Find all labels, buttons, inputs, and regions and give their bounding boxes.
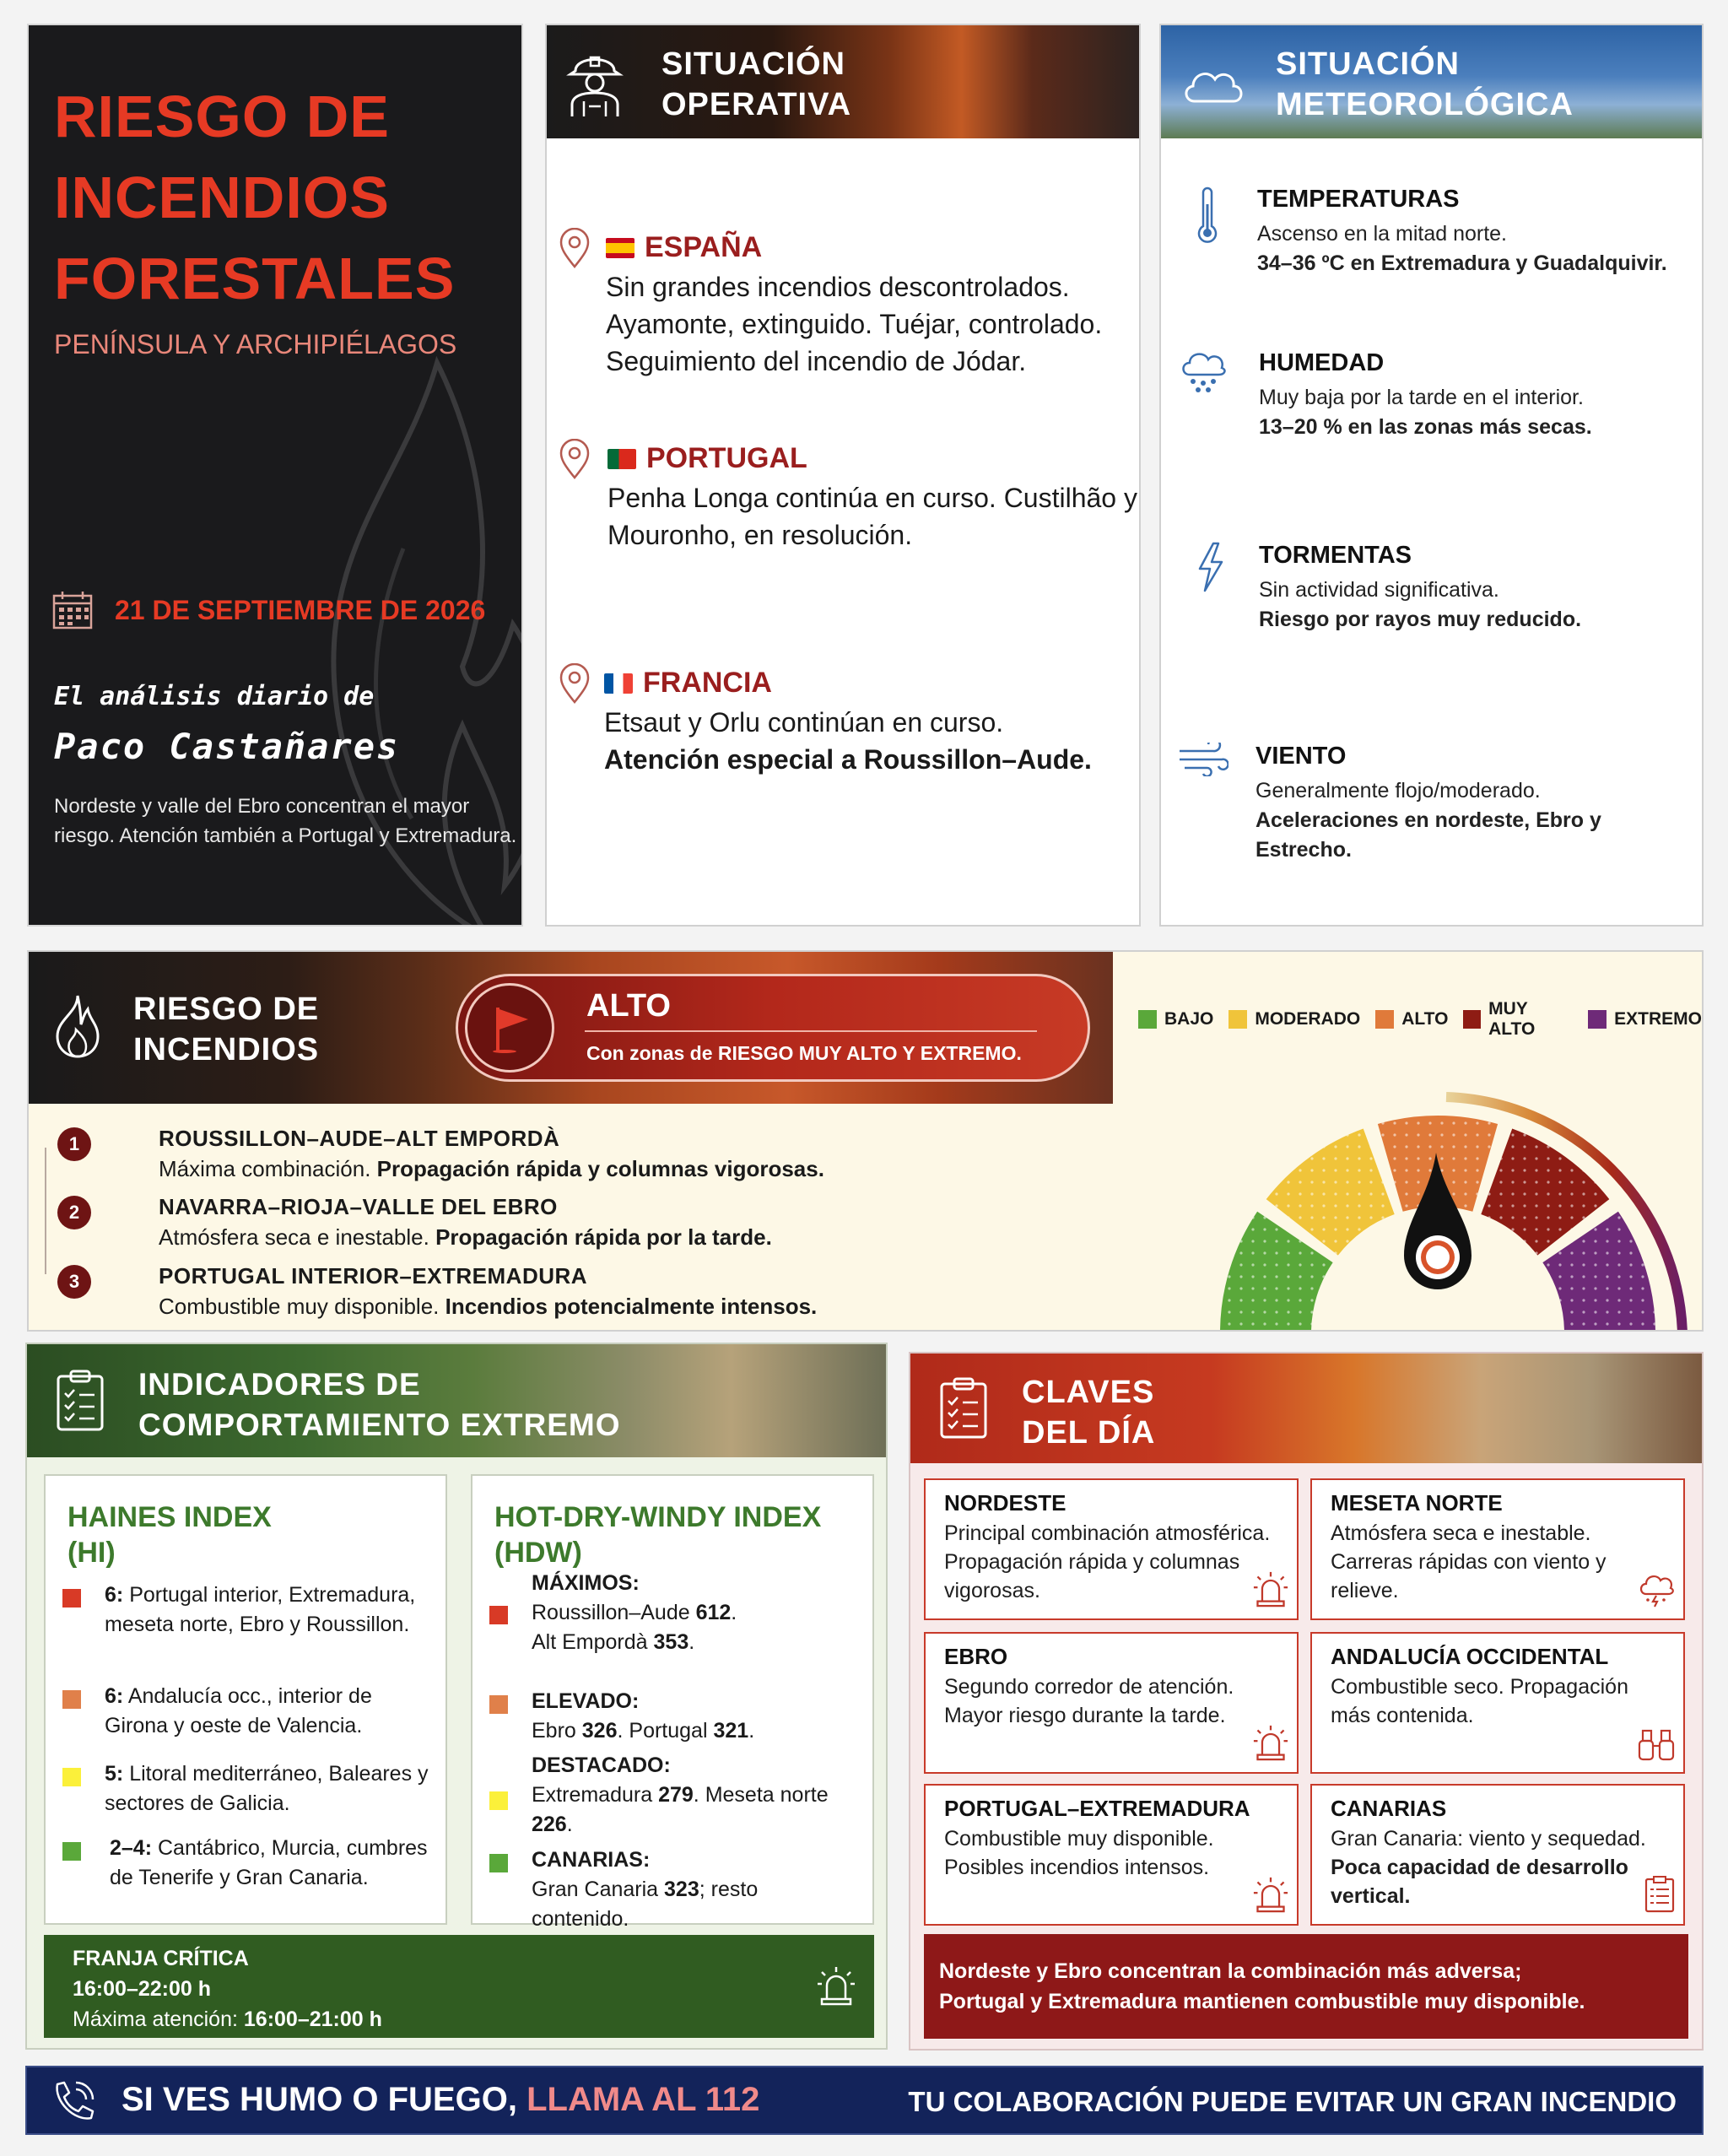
- met-text: Generalmente flojo/moderado.: [1256, 779, 1541, 802]
- legend-swatch: [1228, 1010, 1247, 1029]
- op-text: Penha Longa continúa en curso. Custilhão y Mouronho, en resolución.: [608, 483, 1137, 550]
- meteo-title: SITUACIÓN METEOROLÓGICA: [1276, 46, 1574, 122]
- indicators-panel: [25, 1343, 888, 2050]
- portugal-flag-icon: [608, 449, 636, 469]
- legend-label: EXTREMO: [1614, 1009, 1702, 1029]
- alert-siren-icon: [1253, 1570, 1288, 1612]
- haines-index-card: HAINES INDEX (HI) 6: Portugal interior, Extremadura, meseta norte, Ebro y Roussillon. 6: Andalucía occ., interior de Girona y oeste de Valencia. 5: Litoral mediterráneo, Baleares y sectores de Galicia. 2–4: Cantábrico, Murcia, cumbres de Tenerife y Gran Canaria.: [44, 1474, 447, 1925]
- legend-swatch: [1375, 1010, 1394, 1029]
- met-text-highlight: Riesgo por rayos muy reducido.: [1259, 608, 1582, 631]
- key-card-text: Gran Canaria: viento y sequedad.: [1331, 1827, 1646, 1851]
- cloud-icon: [1180, 59, 1247, 106]
- key-card-title: PORTUGAL–EXTREMADURA: [944, 1796, 1250, 1821]
- legend-item: [1228, 1009, 1360, 1029]
- key-card-text: Principal combinación atmosférica. Propagación rápida y columnas vigorosas.: [944, 1521, 1271, 1602]
- risk-level: ALTO: [586, 988, 671, 1024]
- alert-siren-icon: [1253, 1876, 1288, 1917]
- meteo-header: [1161, 25, 1702, 138]
- key-card: [924, 1632, 1299, 1774]
- storm-cloud-icon: [1638, 1572, 1675, 1612]
- legend-label: BAJO: [1164, 1009, 1214, 1029]
- operativa-panel: [545, 24, 1141, 927]
- zone-number: 1: [57, 1127, 91, 1161]
- risk-gauge: [1176, 1070, 1699, 1332]
- met-text-highlight: Aceleraciones en nordeste, Ebro y Estrecho.: [1256, 808, 1601, 862]
- wind-icon: [1178, 743, 1228, 776]
- met-label: VIENTO: [1256, 743, 1347, 770]
- level-swatch: [62, 1589, 81, 1608]
- legend-swatch: [1138, 1010, 1157, 1029]
- subtitle: PENÍNSULA Y ARCHIPIÉLAGOS: [54, 329, 457, 359]
- country-label: FRANCIA: [643, 667, 772, 699]
- met-text-highlight: 34–36 ºC en Extremadura y Guadalquivir.: [1257, 251, 1667, 275]
- key-card-text: Combustible seco. Propagación más contenida.: [1331, 1675, 1628, 1727]
- author-prefix: El análisis diario de: [54, 682, 375, 711]
- operativa-title: SITUACIÓN OPERATIVA: [662, 46, 852, 122]
- zone-number: 2: [57, 1196, 91, 1229]
- legend-item: [1463, 999, 1573, 1040]
- legend-label: MODERADO: [1255, 1009, 1361, 1029]
- key-card: [1310, 1784, 1685, 1926]
- op-text: Sin grandes incendios descontrolados. Ayamonte, extinguido. Tuéjar, controlado. Seguimiento del incendio de Jódar.: [606, 272, 1103, 376]
- key-card-text-highlight: Poca capacidad de desarrollo vertical.: [1331, 1856, 1628, 1908]
- checklist-icon: [1644, 1876, 1675, 1917]
- key-card-title: EBRO: [944, 1644, 1008, 1669]
- location-pin-icon: [559, 663, 591, 704]
- franja-max-value: 16:00–21:00 h: [243, 2007, 382, 2031]
- level-swatch: [489, 1791, 508, 1810]
- location-pin-icon: [559, 228, 591, 268]
- key-card-title: MESETA NORTE: [1331, 1490, 1503, 1516]
- zone-title: ROUSSILLON–AUDE–ALT EMPORDÀ: [159, 1126, 560, 1151]
- france-flag-icon: [604, 673, 633, 694]
- alert-siren-icon: [817, 1965, 856, 2006]
- country-label: ESPAÑA: [645, 231, 763, 263]
- key-card-title: ANDALUCÍA OCCIDENTAL: [1331, 1644, 1609, 1669]
- key-card: [1310, 1632, 1685, 1774]
- haines-title: HAINES INDEX (HI): [68, 1501, 272, 1569]
- key-card-title: NORDESTE: [944, 1490, 1066, 1516]
- phone-icon: [49, 2079, 96, 2123]
- flag-icon: [491, 1006, 533, 1053]
- op-text-highlight: Atención especial a Roussillon–Aude.: [604, 744, 1092, 775]
- firefighter-icon: [565, 46, 624, 118]
- zone-text-highlight: Propagación rápida por la tarde.: [435, 1224, 772, 1250]
- zone-text: Atmósfera seca e inestable.: [159, 1224, 429, 1250]
- level-swatch: [62, 1842, 81, 1861]
- calendar-icon: [52, 591, 93, 630]
- met-label: TEMPERATURAS: [1257, 186, 1460, 213]
- risk-band: [27, 950, 1704, 1332]
- author-name: Paco Castañares: [54, 726, 400, 767]
- level-swatch: [62, 1690, 81, 1709]
- hdw-title: HOT-DRY-WINDY INDEX (HDW): [494, 1501, 822, 1569]
- rain-cloud-icon: [1180, 349, 1227, 393]
- key-card: [924, 1478, 1299, 1620]
- report-date: 21 DE SEPTIEMBRE DE 2026: [115, 594, 486, 625]
- legend-swatch: [1588, 1010, 1606, 1029]
- met-text: Sin actividad significativa.: [1259, 578, 1499, 602]
- operativa-header: [547, 25, 1139, 138]
- franja-title: FRANJA CRÍTICA: [73, 1947, 249, 1970]
- level-swatch: [62, 1768, 81, 1786]
- key-card: [924, 1784, 1299, 1926]
- indicators-header: [27, 1344, 886, 1457]
- main-title: RIESGO DE INCENDIOS FORESTALES: [54, 84, 456, 311]
- title-card: [27, 24, 523, 927]
- level-swatch: [489, 1695, 508, 1714]
- flame-icon: [52, 994, 103, 1058]
- claves-header: [910, 1354, 1702, 1463]
- zone-text-highlight: Propagación rápida y columnas vigorosas.: [376, 1156, 824, 1181]
- clipboard-checklist-icon: [56, 1370, 105, 1432]
- key-card-title: CANARIAS: [1331, 1796, 1447, 1821]
- op-text: Etsaut y Orlu continúan en curso.: [604, 707, 1004, 738]
- legend-item: [1588, 1009, 1702, 1029]
- emergency-call-text: SI VES HUMO O FUEGO, LLAMA AL 112: [122, 2081, 760, 2118]
- risk-legend: [1138, 999, 1702, 1040]
- claves-panel: [909, 1352, 1704, 2051]
- key-card-text: Atmósfera seca e inestable. Carreras rápidas con viento y relieve.: [1331, 1521, 1606, 1602]
- zone-title: NAVARRA–RIOJA–VALLE DEL EBRO: [159, 1194, 558, 1219]
- franja-critica: [44, 1935, 874, 2038]
- alert-siren-icon: [1253, 1724, 1288, 1765]
- binoculars-icon: [1638, 1727, 1675, 1765]
- level-swatch: [489, 1606, 508, 1624]
- clipboard-checklist-icon: [939, 1377, 988, 1440]
- zone-text: Combustible muy disponible.: [159, 1294, 440, 1319]
- risk-title: RIESGO DE INCENDIOS: [133, 992, 320, 1067]
- hdw-index-card: HOT-DRY-WINDY INDEX (HDW) MÁXIMOS: Roussillon–Aude 612. Alt Empordà 353. ELEVADO: Ebro 326. Portugal 321. DESTACADO: Extremadura 279. Meseta norte 226. CANARIAS: Gran Canaria 323; resto contenido.: [471, 1474, 874, 1925]
- date-row: [52, 591, 485, 630]
- legend-label: MUY ALTO: [1488, 999, 1536, 1039]
- franja-hours: 16:00–22:00 h: [73, 1977, 212, 2001]
- met-text: Ascenso en la mitad norte.: [1257, 222, 1507, 246]
- emergency-number: LLAMA AL 112: [526, 2081, 760, 2118]
- country-label: PORTUGAL: [646, 442, 807, 474]
- zone-text-highlight: Incendios potencialmente intensos.: [445, 1294, 818, 1319]
- franja-max-label: Máxima atención:: [73, 2007, 238, 2031]
- footer-banner: [25, 2066, 1704, 2135]
- zone-number: 3: [57, 1265, 91, 1299]
- met-text-highlight: 13–20 % en las zonas más secas.: [1259, 415, 1592, 439]
- met-text: Muy baja por la tarde en el interior.: [1259, 386, 1584, 409]
- legend-label: ALTO: [1401, 1009, 1449, 1029]
- met-label: TORMENTAS: [1259, 542, 1412, 569]
- key-card-text: Segundo corredor de atención. Mayor riesgo durante la tarde.: [944, 1675, 1234, 1727]
- risk-note: Con zonas de RIESGO MUY ALTO Y EXTREMO.: [586, 1042, 1022, 1064]
- title-summary: Nordeste y valle del Ebro concentran el mayor riesgo. Atención también a Portugal y Extremadura.: [54, 795, 517, 847]
- risk-header: [29, 952, 1113, 1104]
- collaboration-text: TU COLABORACIÓN PUEDE EVITAR UN GRAN INCENDIO: [908, 2086, 1677, 2117]
- met-label: HUMEDAD: [1259, 349, 1385, 376]
- zone-text: Máxima combinación.: [159, 1156, 371, 1181]
- spain-flag-icon: [606, 238, 634, 258]
- legend-item: [1138, 1009, 1213, 1029]
- claves-summary: Nordeste y Ebro concentran la combinación más adversa; Portugal y Extremadura mantienen combustible muy disponible.: [924, 1934, 1688, 2039]
- indicators-title: INDICADORES DE COMPORTAMIENTO EXTREMO: [138, 1367, 621, 1442]
- legend-item: [1375, 1009, 1448, 1029]
- key-card: [1310, 1478, 1685, 1620]
- location-pin-icon: [559, 439, 591, 479]
- zone-title: PORTUGAL INTERIOR–EXTREMADURA: [159, 1263, 588, 1289]
- lightning-icon: [1195, 542, 1225, 592]
- risk-level-badge: [456, 974, 1090, 1082]
- legend-swatch: [1463, 1010, 1481, 1029]
- key-card-text: Combustible muy disponible. Posibles incendios intensos.: [944, 1827, 1214, 1879]
- meteo-panel: [1159, 24, 1704, 927]
- level-swatch: [489, 1854, 508, 1872]
- claves-title: CLAVES DEL DÍA: [1022, 1375, 1156, 1451]
- thermometer-icon: [1195, 186, 1220, 245]
